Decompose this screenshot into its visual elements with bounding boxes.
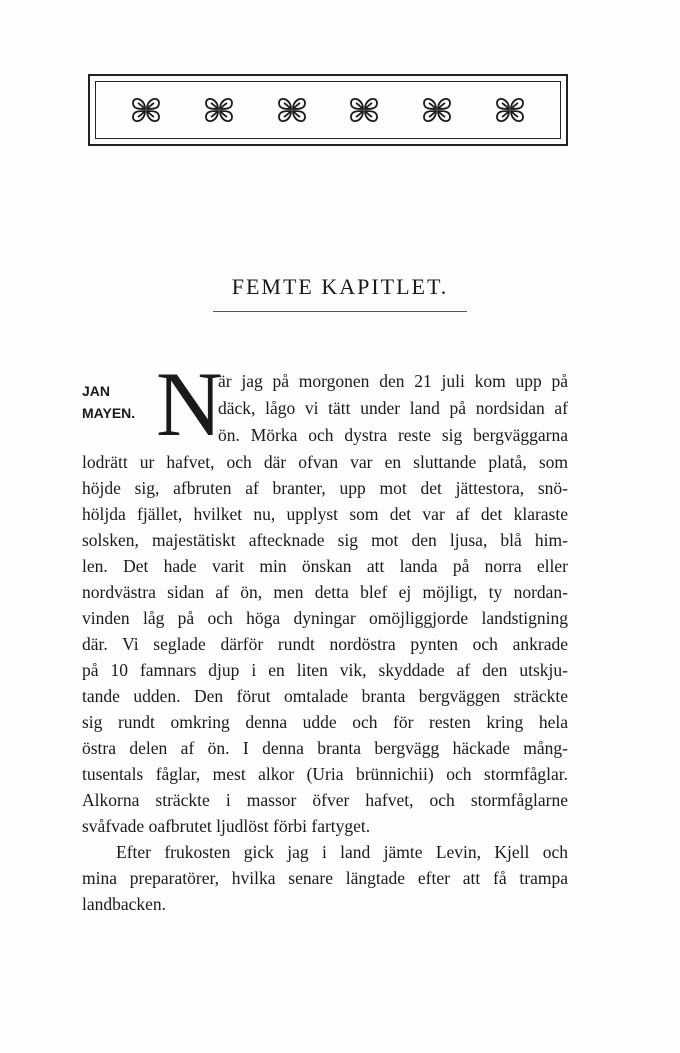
margin-note-line: JAN bbox=[82, 383, 111, 399]
text-line: Efter frukosten gick jag i land jämte Levin, Kjell och bbox=[116, 842, 568, 862]
text-line: landbacken. bbox=[82, 894, 167, 914]
title-rule bbox=[213, 311, 467, 312]
text-line: vinden låg på och höga dyningar omöjliggjorde landstigning bbox=[82, 608, 568, 628]
text-line: där. Vi seglade därför rundt nordöstra pynten och ankrade bbox=[82, 634, 568, 654]
text-line: höjde sig, afbruten af branter, upp mot det jättestora, snö- bbox=[82, 478, 568, 498]
text-line: svåfvade oafbrutet ljudlöst förbi fartyget. bbox=[82, 816, 371, 836]
clover-ornament-icon bbox=[272, 90, 312, 130]
text-line: ön. Mörka och dystra reste sig bergväggarna bbox=[218, 425, 568, 445]
text-line: däck, lågo vi tätt under land på nordsidan af bbox=[218, 398, 568, 418]
text-line: tusentals fåglar, mest alkor (Uria brünnichii) och stormfåglar. bbox=[82, 764, 568, 784]
text-line: nordvästra sidan af ön, men detta blef ej möjligt, ty nordan- bbox=[82, 582, 568, 602]
text-line: lodrätt ur hafvet, och där ofvan var en sluttande platå, som bbox=[82, 452, 568, 472]
text-line: len. Det hade varit min önskan att landa på norra eller bbox=[82, 556, 568, 576]
clover-ornament-icon bbox=[490, 90, 530, 130]
text-line: höljda fjället, hvilket nu, upplyst som det var af det klaraste bbox=[82, 504, 568, 524]
text-line: sig rundt omkring denna udde och för resten kring hela bbox=[82, 712, 568, 732]
clover-ornament-icon bbox=[126, 90, 166, 130]
text-line: mina preparatörer, hvilka senare längtade efter att få trampa bbox=[82, 868, 568, 888]
margin-note bbox=[82, 380, 135, 424]
clover-ornament-icon bbox=[199, 90, 239, 130]
ornament-row bbox=[95, 81, 561, 139]
clover-ornament-icon bbox=[417, 90, 457, 130]
text-line: är jag på morgonen den 21 juli kom upp på bbox=[218, 371, 568, 391]
text-line: solsken, majestätiskt aftecknade sig mot den ljusa, blå him- bbox=[82, 530, 568, 550]
margin-note-line: MAYEN. bbox=[82, 405, 136, 421]
ornament-border bbox=[88, 74, 568, 146]
text-line: tande udden. Den förut omtalade branta bergväggen sträckte bbox=[82, 686, 568, 706]
chapter-title: FEMTE KAPITLET. bbox=[231, 274, 449, 299]
clover-ornament-icon bbox=[344, 90, 384, 130]
drop-cap: N bbox=[156, 353, 223, 455]
text-line: på 10 famnars djup i en liten vik, skyddade af den utskju- bbox=[82, 660, 568, 680]
text-line: östra delen af ön. I denna branta bergvägg häckade mång- bbox=[82, 738, 568, 758]
text-line: Alkorna sträckte i massor öfver hafvet, och stormfåglarne bbox=[82, 790, 568, 810]
